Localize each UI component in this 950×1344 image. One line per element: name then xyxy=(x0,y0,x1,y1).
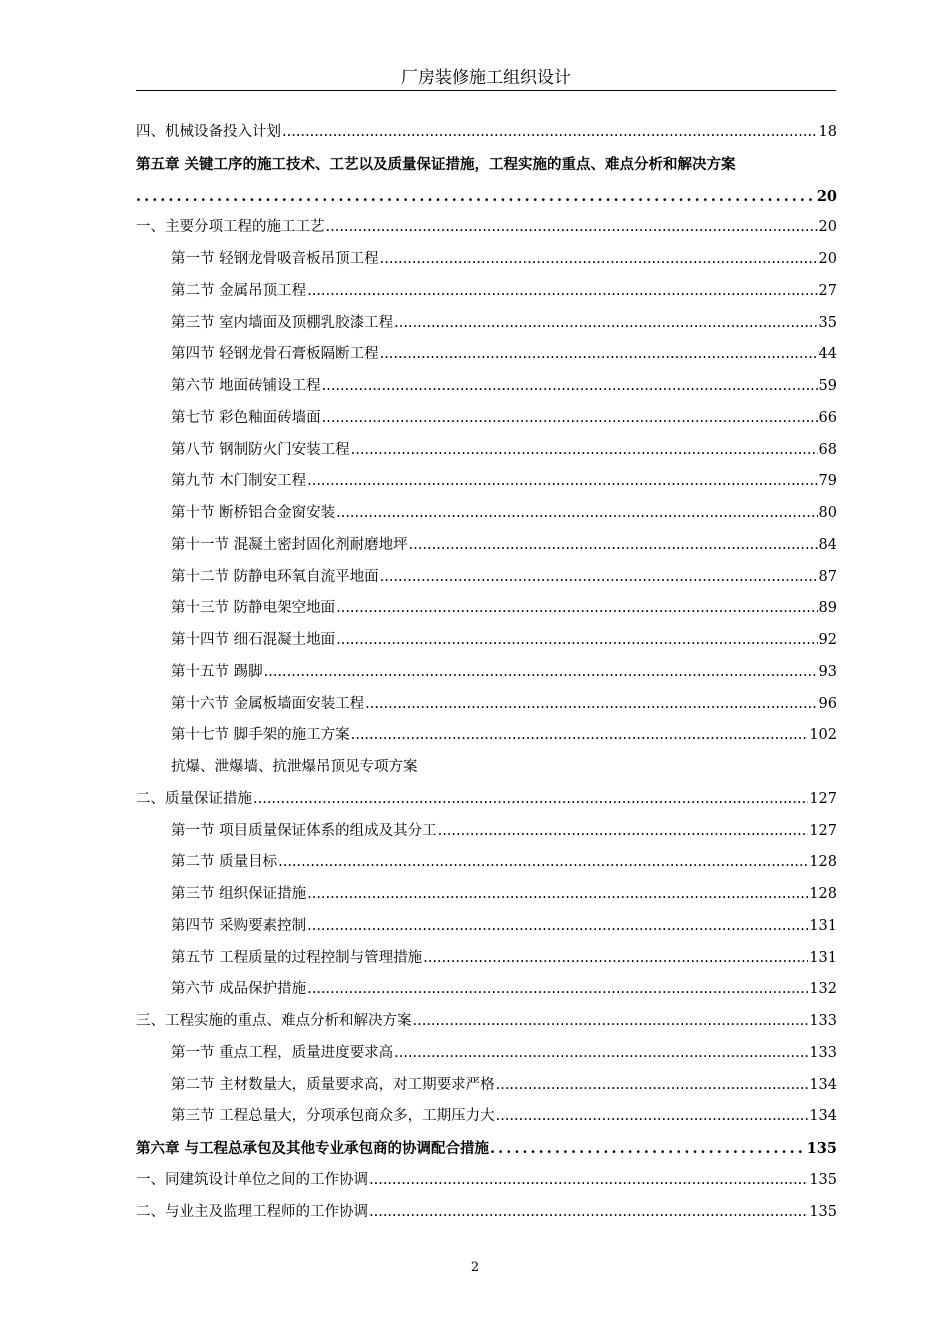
toc-entry-label: 第六章 与工程总承包及其他专业承包商的协调配合措施 xyxy=(136,1140,490,1157)
toc-entry-label: 第十三节 防静电架空地面 xyxy=(171,600,336,617)
toc-entry[interactable] xyxy=(136,911,837,943)
toc-entry-page: 44 xyxy=(818,346,837,363)
toc-entry-label: 第一节 轻钢龙骨吸音板吊顶工程 xyxy=(171,251,379,267)
toc-entry[interactable] xyxy=(136,1197,837,1229)
toc-entry-page: 134 xyxy=(809,1108,837,1125)
toc-leader-dots xyxy=(438,816,809,848)
toc-entry-page: 131 xyxy=(809,949,837,966)
toc-entry[interactable] xyxy=(136,117,837,149)
toc-entry-label: 第十一节 混凝土密封固化剂耐磨地坪 xyxy=(171,536,408,553)
toc-entry-page: 20 xyxy=(818,219,837,236)
toc-entry-page: 20 xyxy=(818,251,837,267)
toc-entry-label: 第九节 木门制安工程 xyxy=(171,473,307,490)
toc-entry-page: 134 xyxy=(809,1076,837,1093)
toc-entry-page: 92 xyxy=(818,632,837,648)
toc-leader-dots xyxy=(365,689,817,721)
toc-entry[interactable] xyxy=(136,244,837,276)
page-header-title: 厂房装修施工组织设计 xyxy=(136,66,836,91)
toc-entry-page: 135 xyxy=(809,1203,837,1220)
toc-entry[interactable] xyxy=(136,435,837,467)
toc-entry[interactable] xyxy=(136,181,837,213)
toc-leader-dots xyxy=(282,117,818,149)
toc-entry-page: 35 xyxy=(818,314,837,331)
toc-entry-label: 第十五节 踢脚 xyxy=(171,663,263,680)
toc-entry[interactable] xyxy=(136,276,837,308)
toc-leader-dots xyxy=(409,530,818,562)
toc-entry-page: 20 xyxy=(816,187,837,205)
toc-leader-dots xyxy=(380,339,818,371)
toc-entry-label: 第三节 室内墙面及顶棚乳胶漆工程 xyxy=(171,314,394,331)
toc-entry-page: 18 xyxy=(818,124,837,140)
toc-entry[interactable] xyxy=(136,466,837,498)
toc-leader-dots xyxy=(496,1070,809,1102)
toc-leader-dots xyxy=(326,212,818,244)
toc-entry[interactable] xyxy=(136,149,837,181)
toc-leader-dots xyxy=(496,1101,809,1133)
toc-entry[interactable] xyxy=(136,403,837,435)
toc-entry-label: 第二节 金属吊顶工程 xyxy=(171,282,307,299)
toc-entry[interactable] xyxy=(136,530,837,562)
toc-leader-dots xyxy=(136,181,816,213)
toc-entry-page: 80 xyxy=(818,505,837,521)
toc-entry-label: 二、质量保证措施 xyxy=(136,790,252,807)
toc-entry-label: 第十七节 脚手架的施工方案 xyxy=(171,727,350,744)
toc-leader-dots xyxy=(322,371,818,403)
toc-leader-dots xyxy=(423,943,808,975)
toc-entry[interactable] xyxy=(136,498,837,530)
toc-leader-dots xyxy=(307,879,808,911)
toc-entry[interactable] xyxy=(136,943,837,975)
toc-entry[interactable] xyxy=(136,1070,837,1102)
toc-entry-label: 第十四节 细石混凝土地面 xyxy=(171,632,336,648)
toc-entry-label: 二、与业主及监理工程师的工作协调 xyxy=(136,1203,368,1220)
toc-entry-label: 第十节 断桥铝合金窗安装 xyxy=(171,505,336,521)
toc-entry-label: 第六节 成品保护措施 xyxy=(171,981,307,998)
toc-entry[interactable] xyxy=(136,593,837,625)
toc-entry-page: 131 xyxy=(809,917,837,934)
toc-entry-label: 第六节 地面砖铺设工程 xyxy=(171,378,321,394)
toc-entry[interactable] xyxy=(136,625,837,657)
toc-leader-dots xyxy=(264,657,818,689)
toc-leader-dots xyxy=(413,1006,809,1038)
toc-entry-label: 第七节 彩色釉面砖墙面 xyxy=(171,409,321,426)
toc-entry[interactable] xyxy=(136,689,837,721)
toc-leader-dots xyxy=(307,276,817,308)
toc-entry-page: 133 xyxy=(809,1013,837,1029)
toc-entry-label: 第四节 采购要素控制 xyxy=(171,917,307,934)
toc-leader-dots xyxy=(336,625,817,657)
toc-entry-page: 87 xyxy=(818,568,837,585)
toc-entry-label: 第五章 关键工序的施工技术、工艺以及质量保证措施，工程实施的重点、难点分析和解决方案 xyxy=(136,155,736,173)
toc-entry-page: 135 xyxy=(809,1171,837,1188)
toc-leader-dots xyxy=(351,435,818,467)
toc-entry[interactable] xyxy=(136,562,837,594)
table-of-contents xyxy=(136,117,837,1228)
toc-entry-page: 84 xyxy=(818,536,837,553)
toc-leader-dots xyxy=(369,1197,808,1229)
toc-entry-label: 一、主要分项工程的施工工艺 xyxy=(136,219,325,236)
toc-entry[interactable] xyxy=(136,1165,837,1197)
toc-entry-label: 第十六节 金属板墙面安装工程 xyxy=(171,695,365,712)
toc-entry-label: 第四节 轻钢龙骨石膏板隔断工程 xyxy=(171,346,379,363)
toc-entry-label: 一、同建筑设计单位之间的工作协调 xyxy=(136,1171,368,1188)
toc-entry-label: 第二节 主材数量大，质量要求高，对工期要求严格 xyxy=(171,1076,495,1093)
toc-leader-dots xyxy=(278,847,808,879)
toc-entry-page: 127 xyxy=(809,822,837,839)
toc-entry[interactable] xyxy=(136,212,837,244)
toc-entry[interactable] xyxy=(136,1133,837,1165)
toc-leader-dots xyxy=(336,593,817,625)
toc-entry-page: 79 xyxy=(818,473,837,490)
toc-entry-page: 135 xyxy=(806,1140,837,1157)
toc-entry[interactable] xyxy=(136,816,837,848)
toc-leader-dots xyxy=(307,466,817,498)
toc-entry[interactable] xyxy=(136,1006,837,1038)
toc-entry[interactable] xyxy=(136,879,837,911)
toc-entry-label: 四、机械设备投入计划 xyxy=(136,124,281,140)
toc-entry[interactable] xyxy=(136,784,837,816)
toc-entry-label: 第一节 重点工程，质量进度要求高 xyxy=(171,1044,394,1061)
toc-entry[interactable] xyxy=(136,847,837,879)
toc-entry[interactable] xyxy=(136,1101,837,1133)
toc-leader-dots xyxy=(322,403,818,435)
toc-leader-dots xyxy=(307,974,808,1006)
toc-leader-dots xyxy=(394,1038,808,1070)
toc-entry-page: 96 xyxy=(818,695,837,712)
toc-leader-dots xyxy=(380,244,818,276)
toc-entry-page: 127 xyxy=(809,790,837,807)
toc-entry-label: 第八节 钢制防火门安装工程 xyxy=(171,441,350,458)
page-number: 2 xyxy=(470,1260,480,1275)
toc-entry-label: 三、工程实施的重点、难点分析和解决方案 xyxy=(136,1013,412,1029)
toc-entry-page: 68 xyxy=(818,441,837,458)
toc-leader-dots xyxy=(351,720,809,752)
toc-entry-page: 128 xyxy=(809,886,837,902)
toc-entry[interactable] xyxy=(136,657,837,689)
toc-entry-label: 第五节 工程质量的过程控制与管理措施 xyxy=(171,949,423,966)
toc-entry-label: 第三节 工程总量大，分项承包商众多，工期压力大 xyxy=(171,1108,495,1125)
toc-leader-dots xyxy=(380,562,818,594)
toc-entry-page: 128 xyxy=(809,854,837,871)
toc-leader-dots xyxy=(394,308,817,340)
toc-entry[interactable] xyxy=(136,371,837,403)
toc-entry-page: 89 xyxy=(818,600,837,617)
toc-leader-dots xyxy=(253,784,808,816)
toc-leader-dots xyxy=(307,911,808,943)
toc-entry[interactable] xyxy=(136,720,837,752)
toc-entry-label: 抗爆、泄爆墙、抗泄爆吊顶见专项方案 xyxy=(171,759,418,775)
toc-leader-dots xyxy=(369,1165,808,1197)
toc-entry-label: 第三节 组织保证措施 xyxy=(171,886,307,902)
toc-entry[interactable] xyxy=(136,752,837,784)
toc-entry-label: 第十二节 防静电环氧自流平地面 xyxy=(171,568,379,585)
toc-leader-dots xyxy=(490,1133,806,1165)
toc-entry-page: 66 xyxy=(818,409,837,426)
toc-entry[interactable] xyxy=(136,974,837,1006)
toc-entry-page: 132 xyxy=(809,981,837,998)
toc-entry-page: 59 xyxy=(818,378,837,394)
toc-entry[interactable] xyxy=(136,1038,837,1070)
toc-entry[interactable] xyxy=(136,339,837,371)
toc-entry-page: 102 xyxy=(809,727,837,744)
toc-entry[interactable] xyxy=(136,308,837,340)
toc-entry-label: 第一节 项目质量保证体系的组成及其分工 xyxy=(171,822,437,839)
toc-entry-label: 第二节 质量目标 xyxy=(171,854,278,871)
toc-entry-page: 133 xyxy=(809,1044,837,1061)
toc-entry-page: 27 xyxy=(818,282,837,299)
toc-leader-dots xyxy=(336,498,817,530)
toc-entry-page: 93 xyxy=(818,663,837,680)
